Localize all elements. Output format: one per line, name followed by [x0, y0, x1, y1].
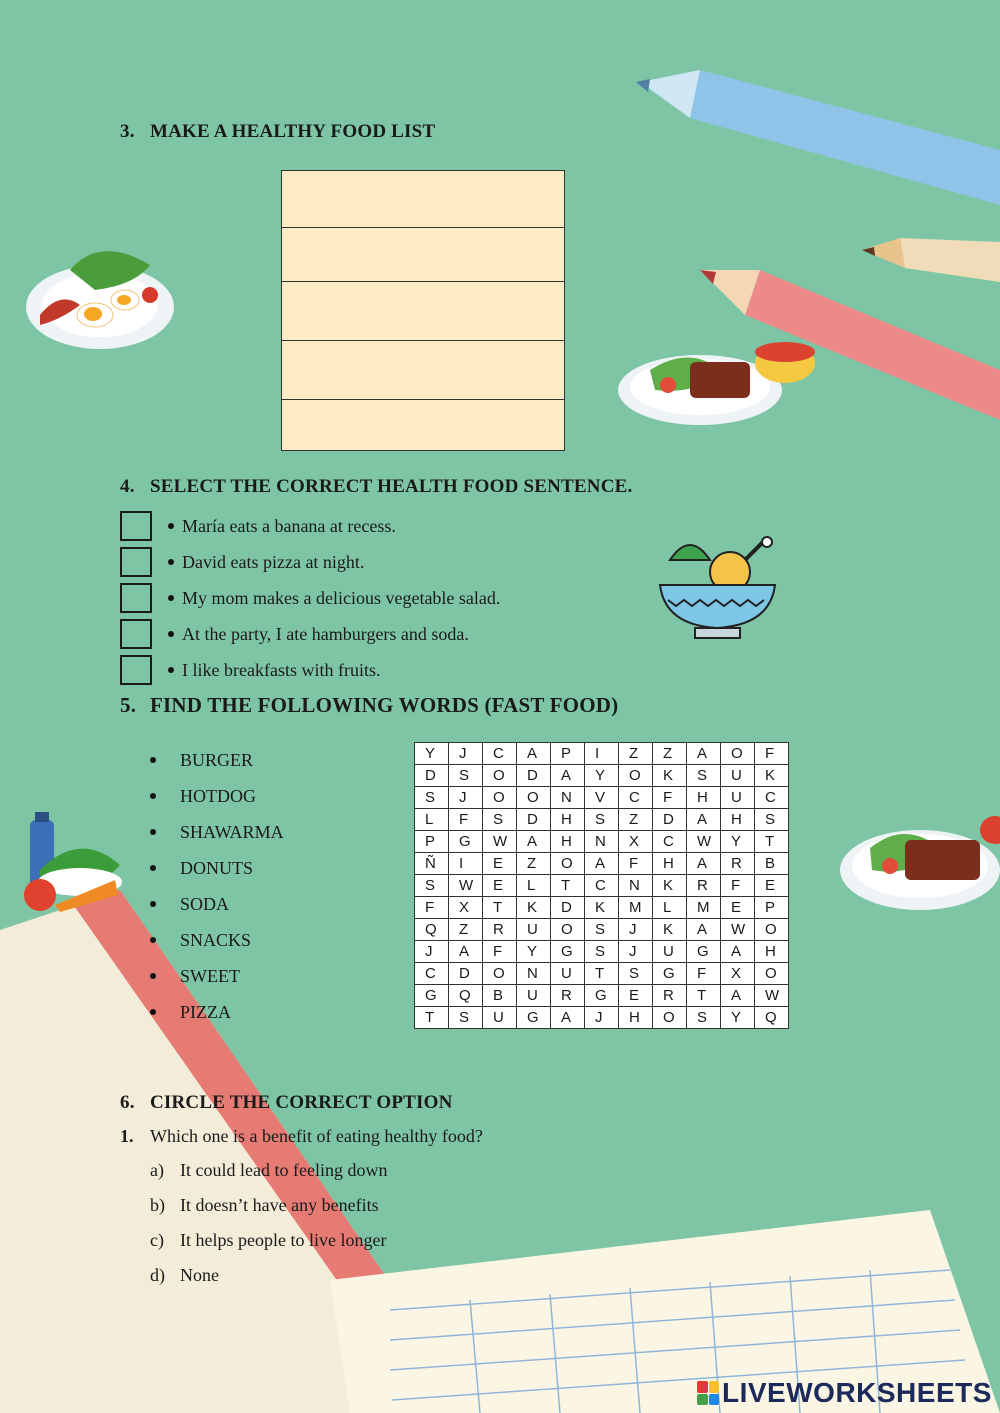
grid-cell[interactable]: A	[551, 765, 585, 787]
grid-cell[interactable]: R	[687, 875, 721, 897]
grid-cell[interactable]: S	[449, 765, 483, 787]
bullet-icon	[150, 829, 156, 835]
sentence-text: My mom makes a delicious vegetable salad.	[182, 587, 501, 608]
grid-cell[interactable]: C	[483, 743, 517, 765]
section-6-number: 6.	[120, 1092, 135, 1113]
logo-mark-icon	[697, 1381, 719, 1405]
grid-cell[interactable]: B	[483, 985, 517, 1007]
grid-cell[interactable]: P	[755, 897, 789, 919]
grid-cell[interactable]: Y	[517, 941, 551, 963]
grid-cell[interactable]: G	[653, 963, 687, 985]
grid-cell[interactable]: O	[551, 853, 585, 875]
grid-cell[interactable]: A	[585, 853, 619, 875]
grid-cell[interactable]: C	[415, 963, 449, 985]
grid-cell[interactable]: G	[449, 831, 483, 853]
grid-cell[interactable]: T	[551, 875, 585, 897]
salad-bowl-icon	[660, 537, 775, 638]
word-text: HOTDOG	[180, 785, 256, 806]
bullet-icon	[150, 865, 156, 871]
colored-pencil-icon	[862, 238, 1000, 282]
grid-cell[interactable]: W	[483, 831, 517, 853]
grid-cell[interactable]: D	[653, 809, 687, 831]
blue-pencil-icon	[636, 70, 1000, 205]
section-3-number: 3.	[120, 121, 135, 142]
word-list	[150, 742, 284, 1030]
sentence-option	[120, 510, 396, 542]
grid-cell[interactable]: S	[755, 809, 789, 831]
grid-cell[interactable]: F	[619, 853, 653, 875]
grid-cell[interactable]: E	[721, 897, 755, 919]
grid-cell[interactable]: Y	[721, 831, 755, 853]
grid-cell[interactable]: E	[483, 875, 517, 897]
grid-cell[interactable]: Ñ	[415, 853, 449, 875]
word-text: PIZZA	[180, 1001, 231, 1022]
grid-cell[interactable]: S	[585, 941, 619, 963]
grid-row	[415, 787, 789, 809]
grid-cell[interactable]: T	[483, 897, 517, 919]
sentence-text: At the party, I ate hamburgers and soda.	[182, 623, 469, 644]
grid-cell[interactable]: B	[755, 853, 789, 875]
healthy-food-list	[281, 170, 565, 451]
grid-cell[interactable]: Y	[585, 765, 619, 787]
word-text: SHAWARMA	[180, 821, 284, 842]
bullet-icon	[168, 523, 174, 529]
grid-row	[415, 853, 789, 875]
word-item	[150, 994, 284, 1030]
bullet-icon	[168, 559, 174, 565]
grid-cell[interactable]: J	[449, 743, 483, 765]
answer-letter: d)	[150, 1265, 165, 1285]
word-text: SWEET	[180, 965, 240, 986]
question-text: Which one is a benefit of eating healthy food?	[150, 1126, 483, 1146]
grid-cell[interactable]: S	[483, 809, 517, 831]
answer-text: None	[180, 1265, 219, 1285]
grid-cell[interactable]: U	[517, 919, 551, 941]
grid-row	[415, 941, 789, 963]
grid-cell[interactable]: A	[517, 831, 551, 853]
liveworksheets-logo[interactable]	[697, 1377, 992, 1409]
word-item	[150, 742, 284, 778]
grid-row	[415, 1007, 789, 1029]
grid-cell[interactable]: O	[483, 787, 517, 809]
sentence-checkbox[interactable]	[120, 511, 152, 541]
grid-cell[interactable]: F	[415, 897, 449, 919]
grid-cell[interactable]: E	[619, 985, 653, 1007]
grid-cell[interactable]: L	[415, 809, 449, 831]
sentence-text: María eats a banana at recess.	[182, 515, 396, 536]
section-6-text: CIRCLE THE CORRECT OPTION	[150, 1092, 453, 1113]
logo-text: LIVEWORKSHEETS	[722, 1377, 992, 1408]
food-list-row[interactable]	[282, 400, 564, 450]
word-item	[150, 886, 284, 922]
grid-cell[interactable]: N	[585, 831, 619, 853]
grid-cell[interactable]: R	[551, 985, 585, 1007]
section-4-number: 4.	[120, 476, 135, 497]
question	[120, 1126, 483, 1147]
section-4-text: SELECT THE CORRECT HEALTH FOOD SENTENCE.	[150, 476, 633, 497]
grid-row	[415, 875, 789, 897]
grid-cell[interactable]: Z	[449, 919, 483, 941]
grid-cell[interactable]: F	[449, 809, 483, 831]
food-list-row[interactable]	[282, 228, 564, 282]
sentence-checkbox[interactable]	[120, 655, 152, 685]
grid-cell[interactable]: A	[687, 809, 721, 831]
answer-option[interactable]	[150, 1230, 386, 1251]
sentence-text: I like breakfasts with fruits.	[182, 659, 381, 680]
grid-cell[interactable]: M	[687, 897, 721, 919]
steak-plate-icon	[840, 816, 1000, 910]
grid-cell[interactable]: D	[517, 809, 551, 831]
section-5-text: FIND THE FOLLOWING WORDS (FAST FOOD)	[150, 693, 619, 717]
grid-cell[interactable]: H	[653, 853, 687, 875]
grid-cell[interactable]: P	[551, 743, 585, 765]
grid-cell[interactable]: X	[721, 963, 755, 985]
word-item	[150, 814, 284, 850]
sentence-checkbox[interactable]	[120, 619, 152, 649]
grid-cell[interactable]: A	[687, 919, 721, 941]
grid-cell[interactable]: X	[619, 831, 653, 853]
grid-row	[415, 963, 789, 985]
grid-cell[interactable]: H	[551, 831, 585, 853]
answer-letter: c)	[150, 1230, 164, 1250]
grid-cell[interactable]: H	[721, 809, 755, 831]
grid-cell[interactable]: D	[449, 963, 483, 985]
grid-cell[interactable]: T	[415, 1007, 449, 1029]
grid-cell[interactable]: K	[653, 919, 687, 941]
word-item	[150, 922, 284, 958]
grid-cell[interactable]: O	[755, 919, 789, 941]
grid-cell[interactable]: O	[619, 765, 653, 787]
grid-cell[interactable]: G	[687, 941, 721, 963]
answer-option[interactable]	[150, 1160, 387, 1181]
sentence-option	[120, 654, 380, 686]
grid-cell[interactable]: H	[687, 787, 721, 809]
grid-cell[interactable]: A	[687, 743, 721, 765]
grid-cell[interactable]: U	[721, 765, 755, 787]
grid-cell[interactable]: F	[755, 743, 789, 765]
grid-cell[interactable]: Q	[415, 919, 449, 941]
word-item	[150, 778, 284, 814]
grid-cell[interactable]: W	[721, 919, 755, 941]
grid-cell[interactable]: U	[721, 787, 755, 809]
grid-cell[interactable]: M	[619, 897, 653, 919]
grid-row	[415, 743, 789, 765]
grid-cell[interactable]: Z	[517, 853, 551, 875]
grid-cell[interactable]: I	[449, 853, 483, 875]
bullet-icon	[150, 793, 156, 799]
answer-text: It doesn’t have any benefits	[180, 1195, 379, 1215]
grid-cell[interactable]: J	[619, 919, 653, 941]
grid-cell[interactable]: W	[687, 831, 721, 853]
grid-cell[interactable]: J	[449, 787, 483, 809]
grid-cell[interactable]: O	[483, 963, 517, 985]
grid-cell[interactable]: U	[551, 963, 585, 985]
grid-cell[interactable]: Q	[755, 1007, 789, 1029]
sentence-option	[120, 582, 500, 614]
bullet-icon	[168, 595, 174, 601]
grid-row	[415, 809, 789, 831]
food-list-row[interactable]	[282, 341, 564, 400]
steak-plate-icon	[618, 342, 815, 425]
grid-cell[interactable]: X	[449, 897, 483, 919]
answer-letter: b)	[150, 1195, 165, 1215]
grid-cell[interactable]: D	[551, 897, 585, 919]
grid-cell[interactable]: C	[755, 787, 789, 809]
grid-cell[interactable]: Z	[653, 743, 687, 765]
section-6-title	[120, 1092, 453, 1114]
grid-cell[interactable]: R	[721, 853, 755, 875]
grid-row	[415, 985, 789, 1007]
grid-row	[415, 897, 789, 919]
grid-cell[interactable]: J	[585, 1007, 619, 1029]
grid-cell[interactable]: H	[755, 941, 789, 963]
answer-text: It helps people to live longer	[180, 1230, 387, 1250]
grid-cell[interactable]: N	[551, 787, 585, 809]
grid-cell[interactable]: S	[585, 919, 619, 941]
grid-cell[interactable]: Z	[619, 809, 653, 831]
section-3-title	[120, 121, 435, 143]
grid-cell[interactable]: A	[687, 853, 721, 875]
grid-cell[interactable]: W	[449, 875, 483, 897]
answer-letter: a)	[150, 1160, 164, 1180]
grid-cell[interactable]: C	[585, 875, 619, 897]
grid-cell[interactable]: T	[585, 963, 619, 985]
grid-cell[interactable]: R	[653, 985, 687, 1007]
word-search-grid	[414, 742, 789, 1029]
sentence-checkbox[interactable]	[120, 547, 152, 577]
grid-cell[interactable]: G	[415, 985, 449, 1007]
grid-cell[interactable]: S	[449, 1007, 483, 1029]
breakfast-plate-icon	[26, 251, 174, 349]
grid-cell[interactable]: O	[721, 743, 755, 765]
grid-cell[interactable]: O	[517, 787, 551, 809]
section-5-title	[120, 693, 618, 718]
grid-cell[interactable]: A	[551, 1007, 585, 1029]
grid-cell[interactable]: S	[585, 809, 619, 831]
grid-cell[interactable]: A	[449, 941, 483, 963]
grid-cell[interactable]: K	[585, 897, 619, 919]
grid-cell[interactable]: C	[619, 787, 653, 809]
grid-cell[interactable]: U	[483, 1007, 517, 1029]
grid-cell[interactable]: D	[517, 765, 551, 787]
grid-cell[interactable]: F	[687, 963, 721, 985]
word-item	[150, 958, 284, 994]
grid-cell[interactable]: D	[415, 765, 449, 787]
grid-cell[interactable]: K	[653, 875, 687, 897]
grid-row	[415, 919, 789, 941]
grid-cell[interactable]: L	[517, 875, 551, 897]
grid-cell[interactable]: S	[415, 787, 449, 809]
grid-cell[interactable]: A	[721, 941, 755, 963]
bullet-icon	[168, 667, 174, 673]
sentence-option	[120, 546, 364, 578]
grid-cell[interactable]: F	[721, 875, 755, 897]
grid-cell[interactable]: E	[483, 853, 517, 875]
bullet-icon	[168, 631, 174, 637]
grid-cell[interactable]: T	[755, 831, 789, 853]
grid-cell[interactable]: F	[483, 941, 517, 963]
grid-cell[interactable]: K	[755, 765, 789, 787]
grid-cell[interactable]: C	[653, 831, 687, 853]
bullet-icon	[150, 973, 156, 979]
grid-cell[interactable]: Y	[415, 743, 449, 765]
grid-cell[interactable]: J	[415, 941, 449, 963]
bullet-icon	[150, 757, 156, 763]
grid-cell[interactable]: R	[483, 919, 517, 941]
bullet-icon	[150, 901, 156, 907]
grid-cell[interactable]: W	[755, 985, 789, 1007]
grid-cell[interactable]: A	[721, 985, 755, 1007]
grid-cell[interactable]: O	[755, 963, 789, 985]
answer-option[interactable]	[150, 1195, 379, 1216]
answer-option[interactable]	[150, 1265, 219, 1286]
sentence-option	[120, 618, 469, 650]
grid-cell[interactable]: F	[653, 787, 687, 809]
grid-cell[interactable]: Z	[619, 743, 653, 765]
grid-cell[interactable]: L	[653, 897, 687, 919]
grid-cell[interactable]: V	[585, 787, 619, 809]
grid-cell[interactable]: O	[653, 1007, 687, 1029]
food-list-row[interactable]	[282, 282, 564, 341]
grid-cell[interactable]: G	[551, 941, 585, 963]
answer-text: It could lead to feeling down	[180, 1160, 388, 1180]
section-5-number: 5.	[120, 693, 137, 717]
grid-cell[interactable]: A	[517, 743, 551, 765]
grid-cell[interactable]: G	[517, 1007, 551, 1029]
bullet-icon	[150, 937, 156, 943]
question-number: 1.	[120, 1126, 134, 1146]
grid-cell[interactable]: E	[755, 875, 789, 897]
grid-cell[interactable]: N	[619, 875, 653, 897]
word-text: BURGER	[180, 749, 254, 770]
sentence-text: David eats pizza at night.	[182, 551, 365, 572]
grid-cell[interactable]: S	[415, 875, 449, 897]
grid-cell[interactable]: J	[619, 941, 653, 963]
grid-row	[415, 765, 789, 787]
grid-cell[interactable]: G	[585, 985, 619, 1007]
grid-cell[interactable]: P	[415, 831, 449, 853]
food-list-row[interactable]	[282, 171, 564, 228]
word-text: SODA	[180, 893, 230, 914]
grid-cell[interactable]: N	[517, 963, 551, 985]
word-text: SNACKS	[180, 929, 252, 950]
section-3-text: MAKE A HEALTHY FOOD LIST	[150, 121, 436, 142]
section-4-title	[120, 476, 632, 498]
word-text: DONUTS	[180, 857, 254, 878]
grid-cell[interactable]: K	[517, 897, 551, 919]
grid-cell[interactable]: H	[551, 809, 585, 831]
grid-cell[interactable]: O	[551, 919, 585, 941]
grid-row	[415, 831, 789, 853]
grid-cell[interactable]: Q	[449, 985, 483, 1007]
vegetables-icon	[24, 812, 122, 912]
sentence-checkbox[interactable]	[120, 583, 152, 613]
word-item	[150, 850, 284, 886]
grid-cell[interactable]: S	[619, 963, 653, 985]
grid-cell[interactable]: H	[619, 1007, 653, 1029]
bullet-icon	[150, 1009, 156, 1015]
grid-cell[interactable]: K	[653, 765, 687, 787]
grid-cell[interactable]: O	[483, 765, 517, 787]
grid-cell[interactable]: I	[585, 743, 619, 765]
grid-cell[interactable]: Y	[721, 1007, 755, 1029]
grid-cell[interactable]: U	[517, 985, 551, 1007]
grid-cell[interactable]: S	[687, 1007, 721, 1029]
grid-cell[interactable]: T	[687, 985, 721, 1007]
grid-cell[interactable]: S	[687, 765, 721, 787]
grid-cell[interactable]: U	[653, 941, 687, 963]
